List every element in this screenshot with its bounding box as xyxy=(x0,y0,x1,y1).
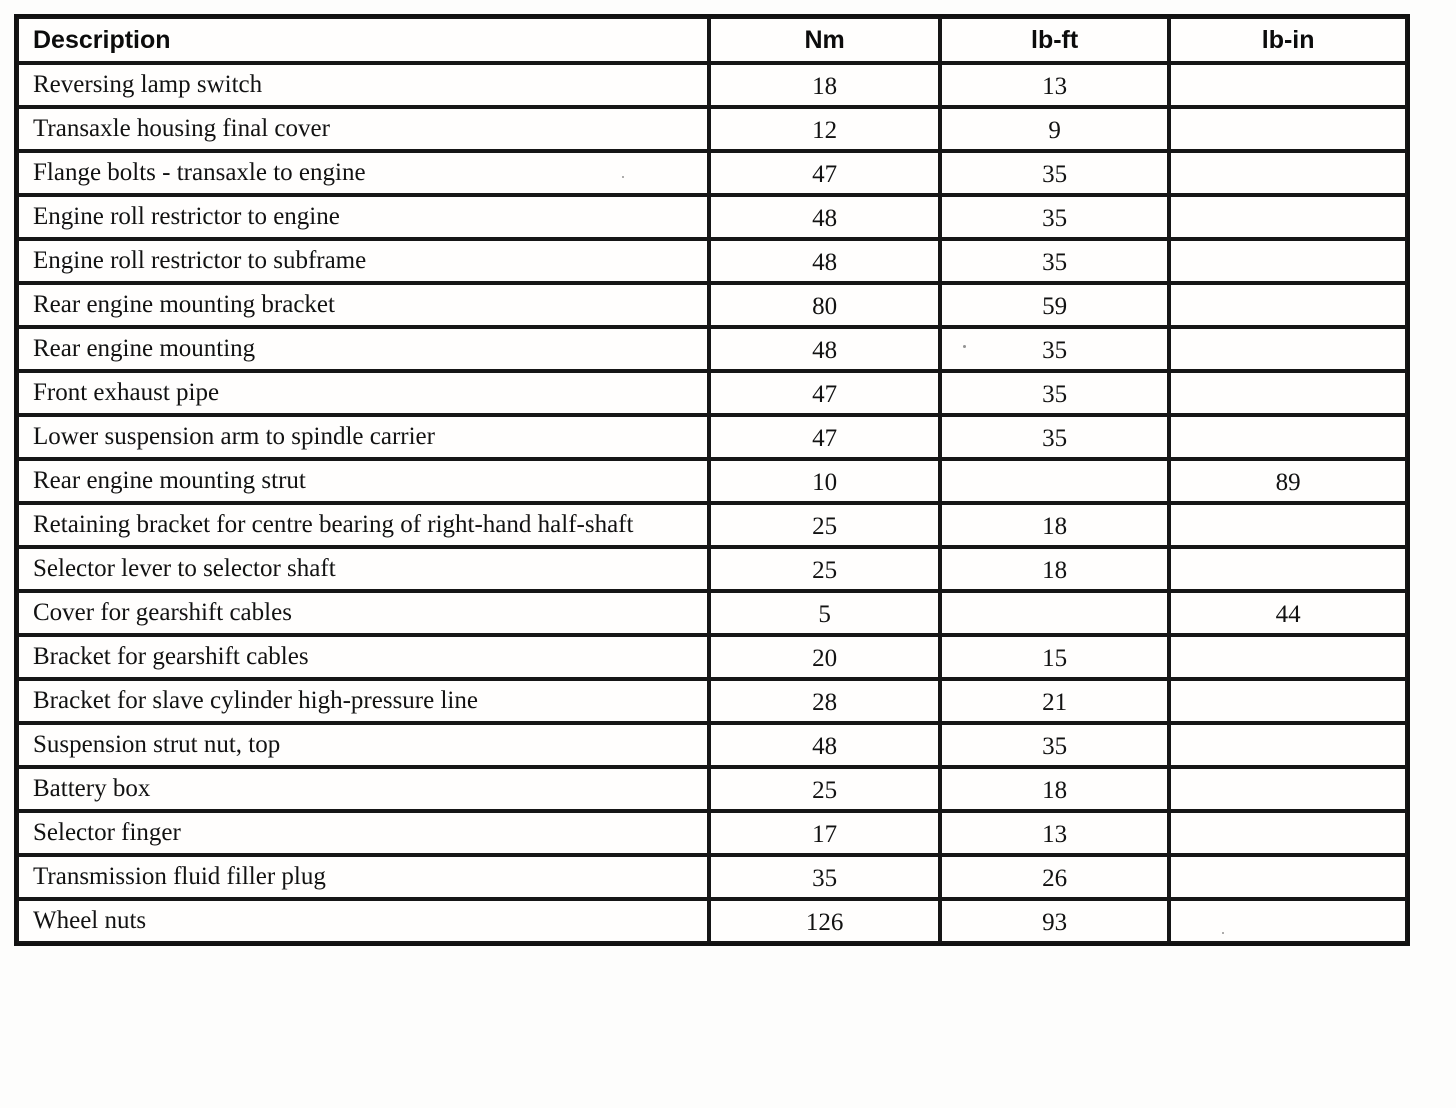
table-row xyxy=(17,371,1407,415)
cell-description: Bracket for gearshift cables xyxy=(17,635,709,679)
cell-description: Selector lever to selector shaft xyxy=(17,547,709,591)
torque-spec-table xyxy=(14,14,1410,946)
cell-lbin xyxy=(1169,547,1407,591)
cell-lbin xyxy=(1169,415,1407,459)
cell-nm: 48 xyxy=(709,195,940,239)
table-row xyxy=(17,63,1407,107)
table-row xyxy=(17,151,1407,195)
cell-lbft: 93 xyxy=(940,899,1169,943)
column-header-description: Description xyxy=(17,17,709,63)
cell-lbft: 13 xyxy=(940,63,1169,107)
cell-lbin xyxy=(1169,503,1407,547)
cell-lbin: 44 xyxy=(1169,591,1407,635)
cell-description: Front exhaust pipe xyxy=(17,371,709,415)
cell-lbin xyxy=(1169,767,1407,811)
cell-lbft: 35 xyxy=(940,327,1169,371)
cell-lbft: 35 xyxy=(940,371,1169,415)
table-row xyxy=(17,327,1407,371)
cell-lbft: 21 xyxy=(940,679,1169,723)
cell-nm: 47 xyxy=(709,371,940,415)
cell-lbft: 35 xyxy=(940,415,1169,459)
scan-speck xyxy=(1222,932,1224,934)
cell-lbin xyxy=(1169,63,1407,107)
cell-lbft: 13 xyxy=(940,811,1169,855)
cell-nm: 48 xyxy=(709,327,940,371)
cell-lbft: 26 xyxy=(940,855,1169,899)
column-header-lbin: lb-in xyxy=(1169,17,1407,63)
table-row xyxy=(17,283,1407,327)
cell-lbin xyxy=(1169,679,1407,723)
cell-description: Retaining bracket for centre bearing of right-hand half-shaft xyxy=(17,503,709,547)
cell-lbft: 9 xyxy=(940,107,1169,151)
cell-lbft: 15 xyxy=(940,635,1169,679)
cell-nm: 126 xyxy=(709,899,940,943)
cell-nm: 28 xyxy=(709,679,940,723)
cell-description: Selector finger xyxy=(17,811,709,855)
cell-description: Rear engine mounting strut xyxy=(17,459,709,503)
cell-description: Transmission fluid filler plug xyxy=(17,855,709,899)
table-row xyxy=(17,547,1407,591)
cell-nm: 80 xyxy=(709,283,940,327)
column-header-lbft: lb-ft xyxy=(940,17,1169,63)
table-row xyxy=(17,899,1407,943)
cell-nm: 12 xyxy=(709,107,940,151)
table-row xyxy=(17,811,1407,855)
cell-lbin xyxy=(1169,723,1407,767)
cell-lbft xyxy=(940,459,1169,503)
cell-nm: 35 xyxy=(709,855,940,899)
table-row xyxy=(17,415,1407,459)
cell-lbft: 35 xyxy=(940,195,1169,239)
cell-lbft: 18 xyxy=(940,767,1169,811)
cell-lbin xyxy=(1169,151,1407,195)
cell-lbin xyxy=(1169,855,1407,899)
cell-description: Battery box xyxy=(17,767,709,811)
cell-description: Bracket for slave cylinder high-pressure line xyxy=(17,679,709,723)
cell-description: Rear engine mounting xyxy=(17,327,709,371)
cell-description: Suspension strut nut, top xyxy=(17,723,709,767)
table-row xyxy=(17,503,1407,547)
table-header-row xyxy=(17,17,1407,63)
cell-nm: 47 xyxy=(709,415,940,459)
table-row xyxy=(17,195,1407,239)
table-row xyxy=(17,107,1407,151)
column-header-nm: Nm xyxy=(709,17,940,63)
table-row xyxy=(17,723,1407,767)
cell-lbin xyxy=(1169,635,1407,679)
cell-lbin: 89 xyxy=(1169,459,1407,503)
cell-description: Cover for gearshift cables xyxy=(17,591,709,635)
cell-lbft: 18 xyxy=(940,547,1169,591)
cell-nm: 48 xyxy=(709,723,940,767)
cell-nm: 25 xyxy=(709,503,940,547)
table-row xyxy=(17,679,1407,723)
cell-lbft: 35 xyxy=(940,151,1169,195)
table-row xyxy=(17,239,1407,283)
cell-nm: 25 xyxy=(709,767,940,811)
cell-lbin xyxy=(1169,811,1407,855)
cell-lbft: 35 xyxy=(940,723,1169,767)
cell-description: Flange bolts - transaxle to engine xyxy=(17,151,709,195)
cell-lbin xyxy=(1169,371,1407,415)
scan-speck xyxy=(963,345,966,348)
cell-nm: 25 xyxy=(709,547,940,591)
cell-lbin xyxy=(1169,327,1407,371)
cell-lbft xyxy=(940,591,1169,635)
cell-description: Wheel nuts xyxy=(17,899,709,943)
scan-speck xyxy=(622,176,624,178)
cell-lbin xyxy=(1169,195,1407,239)
table-row xyxy=(17,767,1407,811)
cell-lbin xyxy=(1169,899,1407,943)
cell-lbin xyxy=(1169,283,1407,327)
cell-lbft: 59 xyxy=(940,283,1169,327)
cell-description: Engine roll restrictor to subframe xyxy=(17,239,709,283)
cell-description: Transaxle housing final cover xyxy=(17,107,709,151)
cell-lbin xyxy=(1169,239,1407,283)
cell-nm: 17 xyxy=(709,811,940,855)
cell-description: Lower suspension arm to spindle carrier xyxy=(17,415,709,459)
cell-description: Rear engine mounting bracket xyxy=(17,283,709,327)
cell-lbft: 35 xyxy=(940,239,1169,283)
table-row xyxy=(17,459,1407,503)
cell-description: Engine roll restrictor to engine xyxy=(17,195,709,239)
cell-lbft: 18 xyxy=(940,503,1169,547)
cell-description: Reversing lamp switch xyxy=(17,63,709,107)
cell-nm: 48 xyxy=(709,239,940,283)
table-row xyxy=(17,855,1407,899)
cell-nm: 18 xyxy=(709,63,940,107)
table-row xyxy=(17,635,1407,679)
cell-nm: 10 xyxy=(709,459,940,503)
cell-nm: 47 xyxy=(709,151,940,195)
cell-lbin xyxy=(1169,107,1407,151)
table-row xyxy=(17,591,1407,635)
cell-nm: 20 xyxy=(709,635,940,679)
cell-nm: 5 xyxy=(709,591,940,635)
table-body xyxy=(17,63,1407,943)
